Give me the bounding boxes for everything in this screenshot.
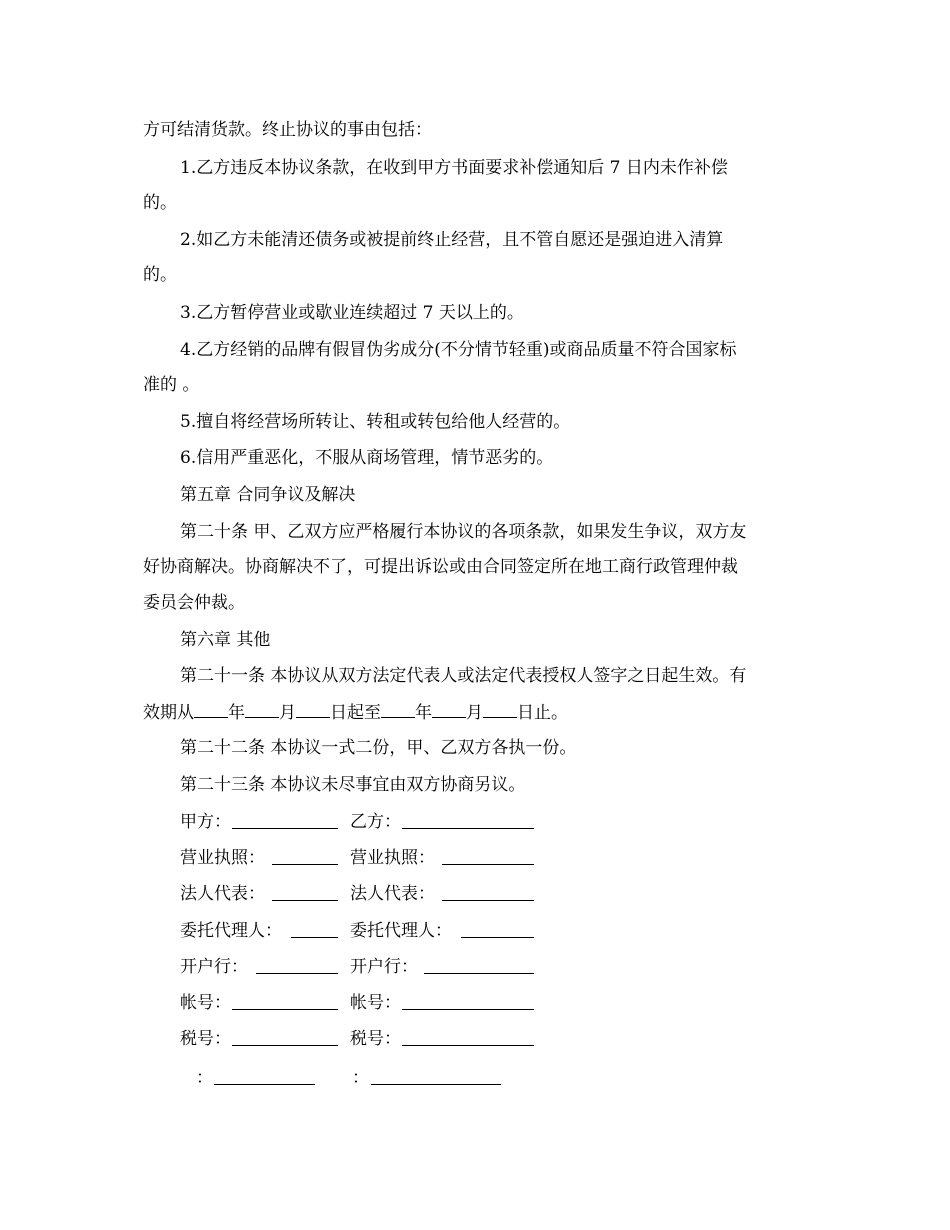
end-day-blank[interactable] <box>483 700 517 718</box>
termination-item-1: 1.乙方违反本协议条款，在收到甲方书面要求补偿通知后 7 日内未作补偿 <box>180 158 728 178</box>
party-a-field[interactable] <box>232 810 338 829</box>
party-b-license-label: 营业执照： <box>350 848 435 868</box>
termination-item-2: 2.如乙方未能清还债务或被提前终止经营，且不管自愿还是强迫进入清算 <box>180 230 724 250</box>
party-a-legal-rep-field[interactable] <box>272 882 338 901</box>
party-a-license-label: 营业执照： <box>180 848 265 868</box>
validity-text-month-2: 月 <box>466 703 483 723</box>
party-b-legal-rep-label: 法人代表： <box>350 884 435 904</box>
party-b-tax-label: 税号： <box>350 1029 401 1049</box>
party-a-legal-rep-label: 法人代表： <box>180 884 265 904</box>
party-b-bank-field[interactable] <box>424 955 534 974</box>
termination-item-2-cont: 的。 <box>143 265 177 285</box>
chapter-6-heading: 第六章 其他 <box>180 630 271 650</box>
party-a-label: 甲方： <box>180 812 231 832</box>
party-a-extra-label: ： <box>196 1068 213 1088</box>
party-b-extra-label: ： <box>352 1068 369 1088</box>
party-a-bank-field[interactable] <box>256 955 338 974</box>
start-day-blank[interactable] <box>296 700 330 718</box>
termination-item-3: 3.乙方暂停营业或歇业连续超过 7 天以上的。 <box>180 303 524 323</box>
validity-text-year-2: 年 <box>415 703 432 723</box>
article-21: 第二十一条 本协议从双方法定代表人或法定代表授权人签字之日起生效。有 <box>180 666 747 686</box>
validity-text-year: 年 <box>228 703 245 723</box>
end-year-blank[interactable] <box>381 700 415 718</box>
party-a-bank-label: 开户行： <box>180 957 248 977</box>
article-20-line-2: 好协商解决。协商解决不了，可提出诉讼或由合同签定所在地工商行政管理仲裁 <box>143 557 738 577</box>
party-b-field[interactable] <box>402 810 534 829</box>
chapter-5-heading: 第五章 合同争议及解决 <box>180 485 356 505</box>
party-a-extra-field[interactable] <box>214 1066 315 1085</box>
signature-row-license <box>0 846 950 870</box>
termination-item-5: 5.擅自将经营场所转让、转租或转包给他人经营的。 <box>180 412 571 432</box>
party-a-account-label: 帐号： <box>180 993 231 1013</box>
party-b-agent-label: 委托代理人： <box>350 921 452 941</box>
party-b-license-field[interactable] <box>442 846 534 865</box>
party-b-account-label: 帐号： <box>350 993 401 1013</box>
article-23: 第二十三条 本协议未尽事宜由双方协商另议。 <box>180 775 526 795</box>
signature-row-legal-rep <box>0 882 950 906</box>
termination-item-6: 6.信用严重恶化，不服从商场管理，情节恶劣的。 <box>180 448 554 468</box>
party-a-tax-field[interactable] <box>232 1027 338 1046</box>
paragraph-continuation: 方可结清货款。终止协议的事由包括： <box>143 120 432 140</box>
party-b-label: 乙方： <box>350 812 401 832</box>
validity-text-to: 日起至 <box>330 703 381 723</box>
party-a-agent-label: 委托代理人： <box>180 921 282 941</box>
termination-item-4-cont: 准的 。 <box>143 375 200 395</box>
signature-row-bank <box>0 955 950 979</box>
party-b-agent-field[interactable] <box>461 919 534 938</box>
validity-text-end: 日止。 <box>517 703 568 723</box>
party-a-account-field[interactable] <box>232 991 338 1010</box>
end-month-blank[interactable] <box>432 700 466 718</box>
article-21-validity <box>143 700 568 725</box>
signature-row-agent <box>0 919 950 943</box>
validity-text-from: 效期从 <box>143 703 194 723</box>
termination-item-1-cont: 的。 <box>143 193 177 213</box>
party-b-tax-field[interactable] <box>402 1027 534 1046</box>
party-a-agent-field[interactable] <box>291 919 338 938</box>
party-a-license-field[interactable] <box>272 846 338 865</box>
start-month-blank[interactable] <box>245 700 279 718</box>
party-b-legal-rep-field[interactable] <box>442 882 534 901</box>
party-a-tax-label: 税号： <box>180 1029 231 1049</box>
termination-item-4: 4.乙方经销的品牌有假冒伪劣成分(不分情节轻重)或商品质量不符合国家标 <box>180 340 737 360</box>
article-22: 第二十二条 本协议一式二份，甲、乙双方各执一份。 <box>180 738 577 758</box>
signature-row-tax <box>0 1027 950 1051</box>
validity-text-month: 月 <box>279 703 296 723</box>
article-20-line-3: 委员会仲裁。 <box>143 593 245 613</box>
party-b-extra-field[interactable] <box>371 1066 501 1085</box>
signature-row-account <box>0 991 950 1015</box>
signature-row-extra <box>0 1066 950 1090</box>
party-b-account-field[interactable] <box>402 991 534 1010</box>
party-b-bank-label: 开户行： <box>350 957 418 977</box>
article-20: 第二十条 甲、乙双方应严格履行本协议的各项条款，如果发生争议，双方友 <box>180 522 747 542</box>
signature-row-party <box>0 810 950 834</box>
start-year-blank[interactable] <box>194 700 228 718</box>
